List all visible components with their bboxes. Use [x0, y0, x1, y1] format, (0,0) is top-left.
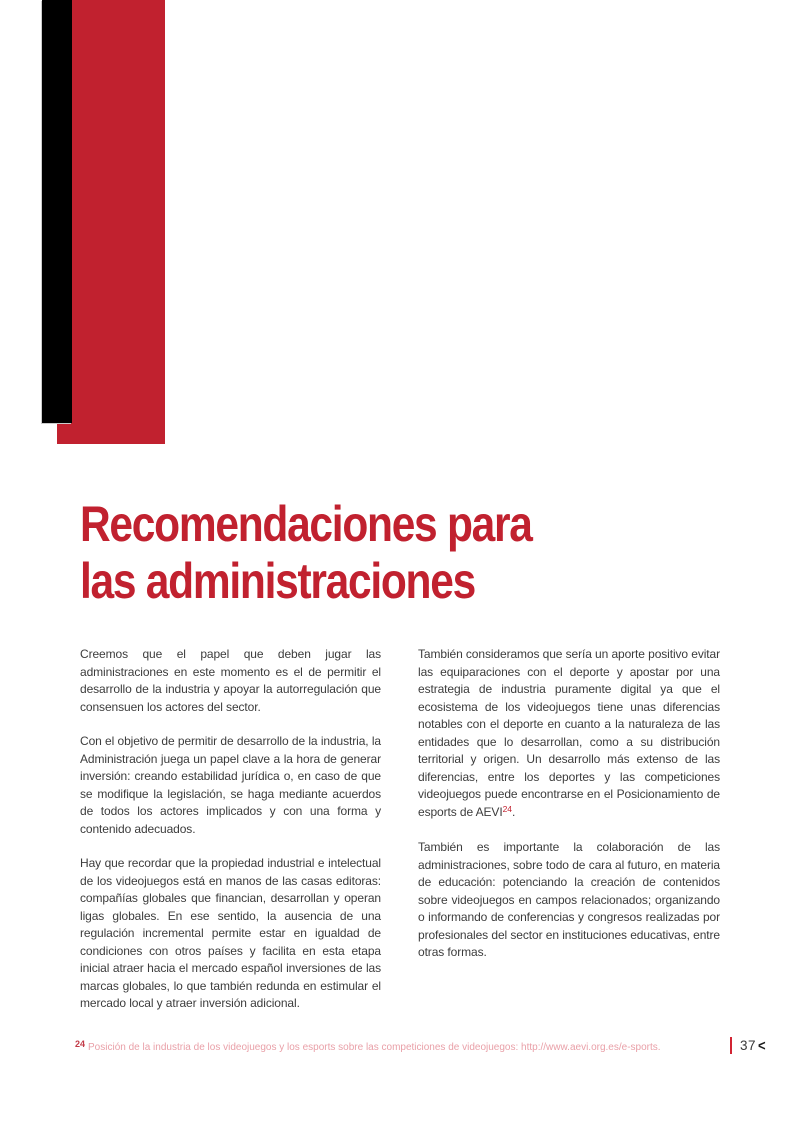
- superscript-ref: 24: [502, 803, 513, 814]
- paragraph: [80, 855, 381, 1013]
- page-number-indicator: [730, 1036, 766, 1055]
- deco-black-bar: [42, 0, 72, 423]
- page-title: [80, 496, 532, 610]
- text-run: Hay que recordar que la propiedad industrial e intelectual de los videojuegos está en manos de las casas editoras: compañías globales que financian, desarrollan y operan ligas globales. En ese sentido, la ausencia de una regulación incremental permite estar en igualdad de condiciones con otros países y facilita en esta etapa inicial atraer hacia el mercado español inversiones de las marcas globales, lo que también redunda en estimular el mercado local y atraer inversión adicional.: [80, 856, 381, 1010]
- paragraph: [80, 646, 381, 716]
- deco-red-bar: [57, 0, 165, 444]
- text-run: También es importante la colaboración de las administraciones, sobre todo de cara al futuro, en materia de educación: potenciando la creación de contenidos sobre videojuegos en campos relacionados; organizando o informando de conferencias y congresos realizadas por profesionales del sector en instituciones educativas, entre otras formas.: [418, 840, 720, 959]
- body-columns: [80, 646, 721, 1013]
- text-run: También consideramos que sería un aporte positivo evitar las equiparaciones con el deporte y apostar por una estrategia de industria puramente digital ya que el ecosistema de los videojuegos tiene unas diferencias notables con el deporte en cuanto a la naturaleza de las entidades que lo desarrollan, como a su distribución territorial y origen. Un desarrollo más extenso de las diferencias, entre los deportes y las competiciones videojuegos puede encontrarse en el Posicionamiento de esports de AEVI: [418, 647, 720, 819]
- text-run: Con el objetivo de permitir de desarrollo de la industria, la Administración juega un papel clave a la hora de generar inversión: creando estabilidad jurídica o, en caso de que se modifique la legislación, se haga mediante acuerdos de todos los actores implicados y con una forma y contenido adecuados.: [80, 734, 381, 836]
- footnote-suffix: .: [657, 1042, 661, 1053]
- footnote: [75, 1039, 661, 1053]
- red-accent-bar: [730, 1037, 732, 1054]
- footnote-url[interactable]: http://www.aevi.org.es/e-sports: [521, 1042, 658, 1053]
- paragraph: [418, 839, 720, 962]
- footnote-text: Posición de la industria de los videojuegos y los esports sobre las competiciones de videojuegos:: [88, 1042, 522, 1053]
- text-run: Creemos que el papel que deben jugar las administraciones en este momento es el de permitir el desarrollo de la industria y apoyar la autorregulación que consensuen los actores del sector.: [80, 647, 381, 714]
- paragraph: [418, 646, 720, 822]
- paragraph: [80, 733, 381, 838]
- text-run: .: [512, 804, 516, 819]
- text-column-right: [418, 646, 720, 1013]
- text-column-left: [80, 646, 381, 1013]
- page-title-line-1: Recomendaciones para: [80, 496, 532, 552]
- page-title-line-2: las administraciones: [80, 553, 475, 609]
- chevron-left-icon: <: [758, 1036, 766, 1055]
- footnote-marker: 24: [75, 1039, 86, 1049]
- page-number: 37: [740, 1038, 757, 1053]
